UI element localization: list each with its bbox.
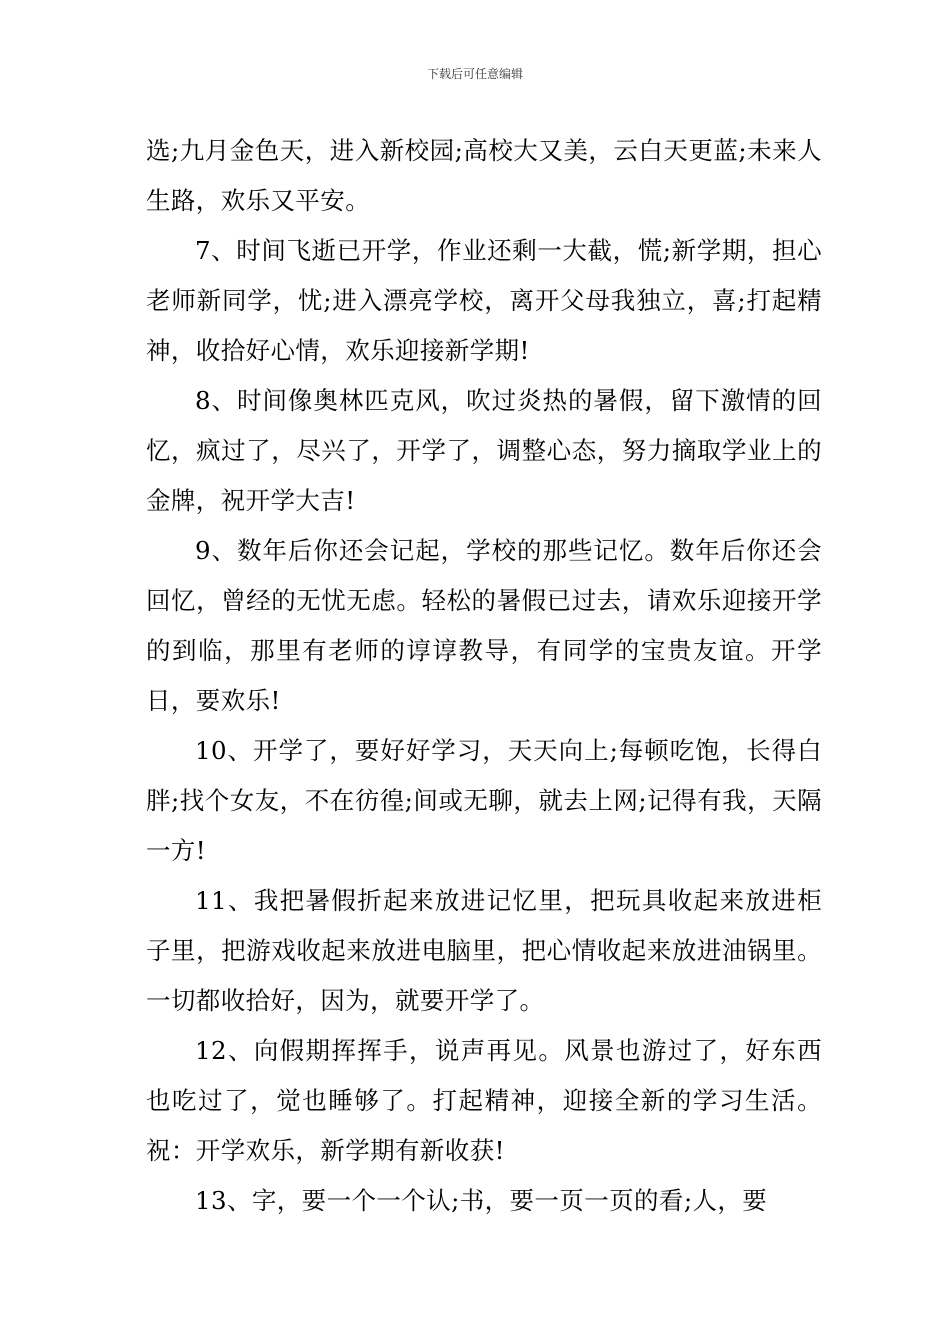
page-header: 下载后可任意编辑 xyxy=(426,67,523,81)
paragraph-11: 11、我把暑假折起来放进记忆里，把玩具收起来放进柜子里，把游戏收起来放进电脑里，把心情收起来放进油锅里。一切都收拾好，因为，就要开学了。 xyxy=(146,886,822,1015)
document-body xyxy=(146,126,822,1226)
paragraph-7: 7、时间飞逝已开学，作业还剩一大截，慌;新学期，担心老师新同学，忧;进入漂亮学校，离开父母我独立，喜;打起精神，收拾好心情，欢乐迎接新学期! xyxy=(146,236,822,365)
paragraph-10: 10、开学了，要好好学习，天天向上;每顿吃饱，长得白胖;找个女友，不在彷徨;间或无聊，就去上网;记得有我，天隔一方! xyxy=(146,736,822,865)
paragraph-continuation: 选;九月金色天，进入新校园;高校大又美，云白天更蓝;未来人生路，欢乐又平安。 xyxy=(146,136,822,215)
paragraph-12: 12、向假期挥挥手，说声再见。风景也游过了，好东西也吃过了，觉也睡够了。打起精神，迎接全新的学习生活。祝：开学欢乐，新学期有新收获! xyxy=(146,1036,822,1165)
paragraph-13: 13、字，要一个一个认;书，要一页一页的看;人，要 xyxy=(195,1186,768,1215)
paragraph-9: 9、数年后你还会记起，学校的那些记忆。数年后你还会回忆，曾经的无忧无虑。轻松的暑假已过去，请欢乐迎接开学的到临，那里有老师的谆谆教导，有同学的宝贵友谊。开学日，要欢乐! xyxy=(146,536,822,715)
paragraph-8: 8、时间像奥林匹克风，吹过炎热的暑假，留下激情的回忆，疯过了，尽兴了，开学了，调整心态，努力摘取学业上的金牌，祝开学大吉! xyxy=(146,386,822,515)
